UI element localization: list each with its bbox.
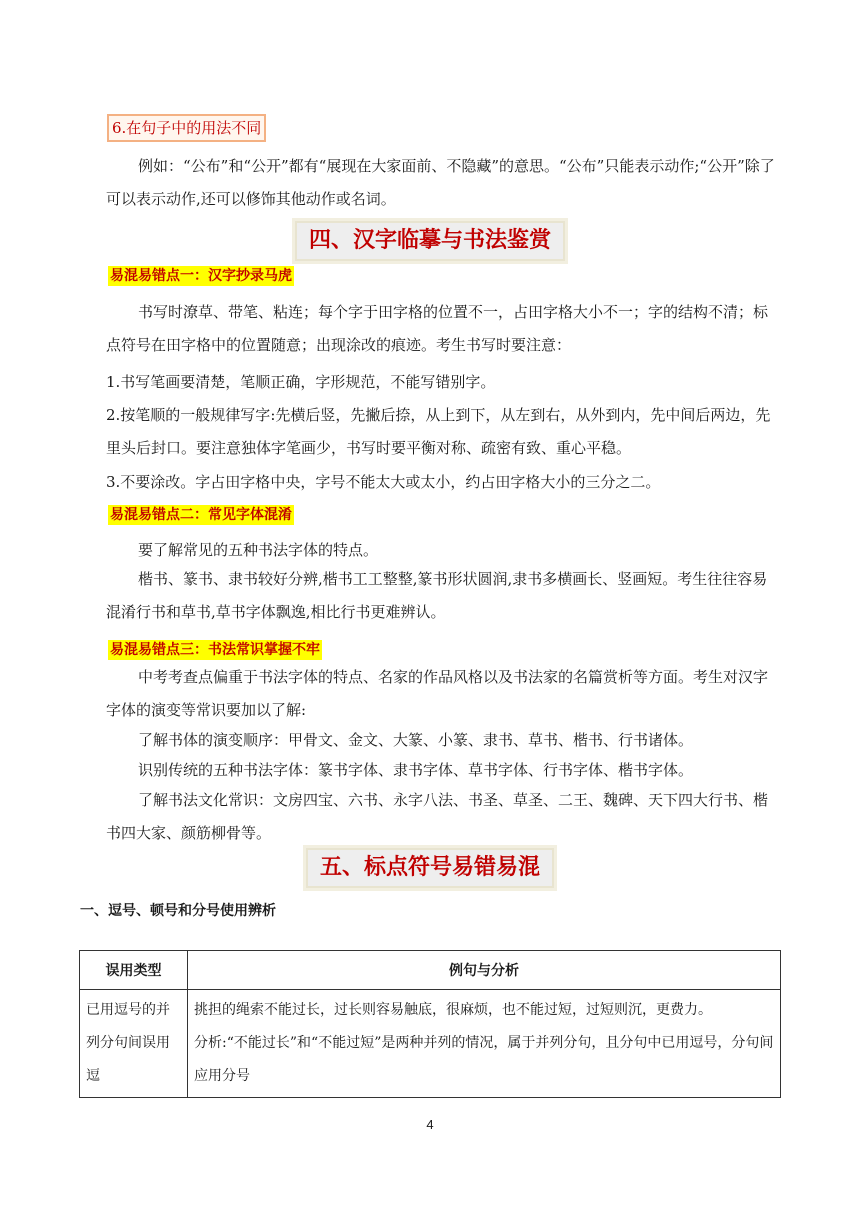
point2-paragraph1: 要了解常见的五种书法字体的特点。 <box>138 541 379 559</box>
point3-paragraph2: 了解书体的演变顺序：甲骨文、金文、大篆、小篆、隶书、草书、楷书、行书诸体。 <box>138 731 694 749</box>
section4-title: 四、汉字临摹与书法鉴赏 <box>292 218 568 264</box>
point2-paragraph2: 楷书、篆书、隶书较好分辨,楷书工工整整,篆书形状圆润,隶书多横画长、竖画短。考生往往容易混淆行书和草书,草书字体飘逸,相比行书更难辨认。 <box>106 570 768 621</box>
table-header-type: 误用类型 <box>80 951 188 990</box>
table-header-example: 例句与分析 <box>188 951 781 990</box>
point2-heading: 易混易错点二：常见字体混淆 <box>110 507 292 523</box>
item6-heading: 6.在句子中的用法不同 <box>107 114 266 142</box>
section5-title: 五、标点符号易错易混 <box>303 845 557 891</box>
table-example-sentence: 挑担的绳索不能过长，过长则容易触底，很麻烦，也不能过短，过短则沉，更费力。 <box>194 1002 712 1018</box>
table-cell-type: 已用逗号的并列分句间误用逗 <box>80 990 188 1098</box>
table-cell-example <box>188 990 781 1098</box>
item6-paragraph: 例如：“公布”和“公开”都有“展现在大家面前、不隐藏”的意思。“公布”只能表示动作;“公开”除了可以表示动作,还可以修饰其他动作或名词。 <box>106 157 775 208</box>
table-header-row <box>80 951 781 990</box>
point3-paragraph1: 中考考查点偏重于书法字体的特点、名家的作品风格以及书法家的名篇赏析等方面。考生对汉字字体的演变等常识要加以了解: <box>106 668 769 719</box>
table-row <box>80 990 781 1098</box>
punctuation-table <box>79 950 781 1098</box>
table-analysis: 分析:“不能过长”和“不能过短”是两种并列的情况，属于并列分句，且分句中已用逗号，分句间应用分号 <box>194 1035 774 1084</box>
point1-paragraph: 书写时潦草、带笔、粘连；每个字于田字格的位置不一，占田字格大小不一；字的结构不清；标点符号在田字格中的位置随意；出现涂改的痕迹。考生书写时要注意： <box>106 303 769 354</box>
section5-subheading: 一、逗号、顿号和分号使用辨析 <box>80 903 276 919</box>
point1-item2: 2.按笔顺的一般规律写字:先横后竖，先撇后捺，从上到下，从左到右，从外到内，先中间后两边，先里头后封口。要注意独体字笔画少，书写时要平衡对称、疏密有致、重心平稳。 <box>106 406 771 457</box>
point3-paragraph3: 识别传统的五种书法字体：篆书字体、隶书字体、草书字体、行书字体、楷书字体。 <box>138 761 694 779</box>
point1-item1: 1.书写笔画要清楚，笔顺正确，字形规范，不能写错别字。 <box>106 373 496 391</box>
point1-item3: 3.不要涂改。字占田字格中央，字号不能太大或太小，约占田字格大小的三分之二。 <box>106 473 661 491</box>
point3-paragraph4: 了解书法文化常识：文房四宝、六书、永字八法、书圣、草圣、二王、魏碑、天下四大行书、楷书四大家、颜筋柳骨等。 <box>106 791 769 842</box>
point3-heading: 易混易错点三：书法常识掌握不牢 <box>110 642 320 658</box>
page-number: 4 <box>426 1117 434 1132</box>
point1-heading: 易混易错点一：汉字抄录马虎 <box>110 268 292 284</box>
